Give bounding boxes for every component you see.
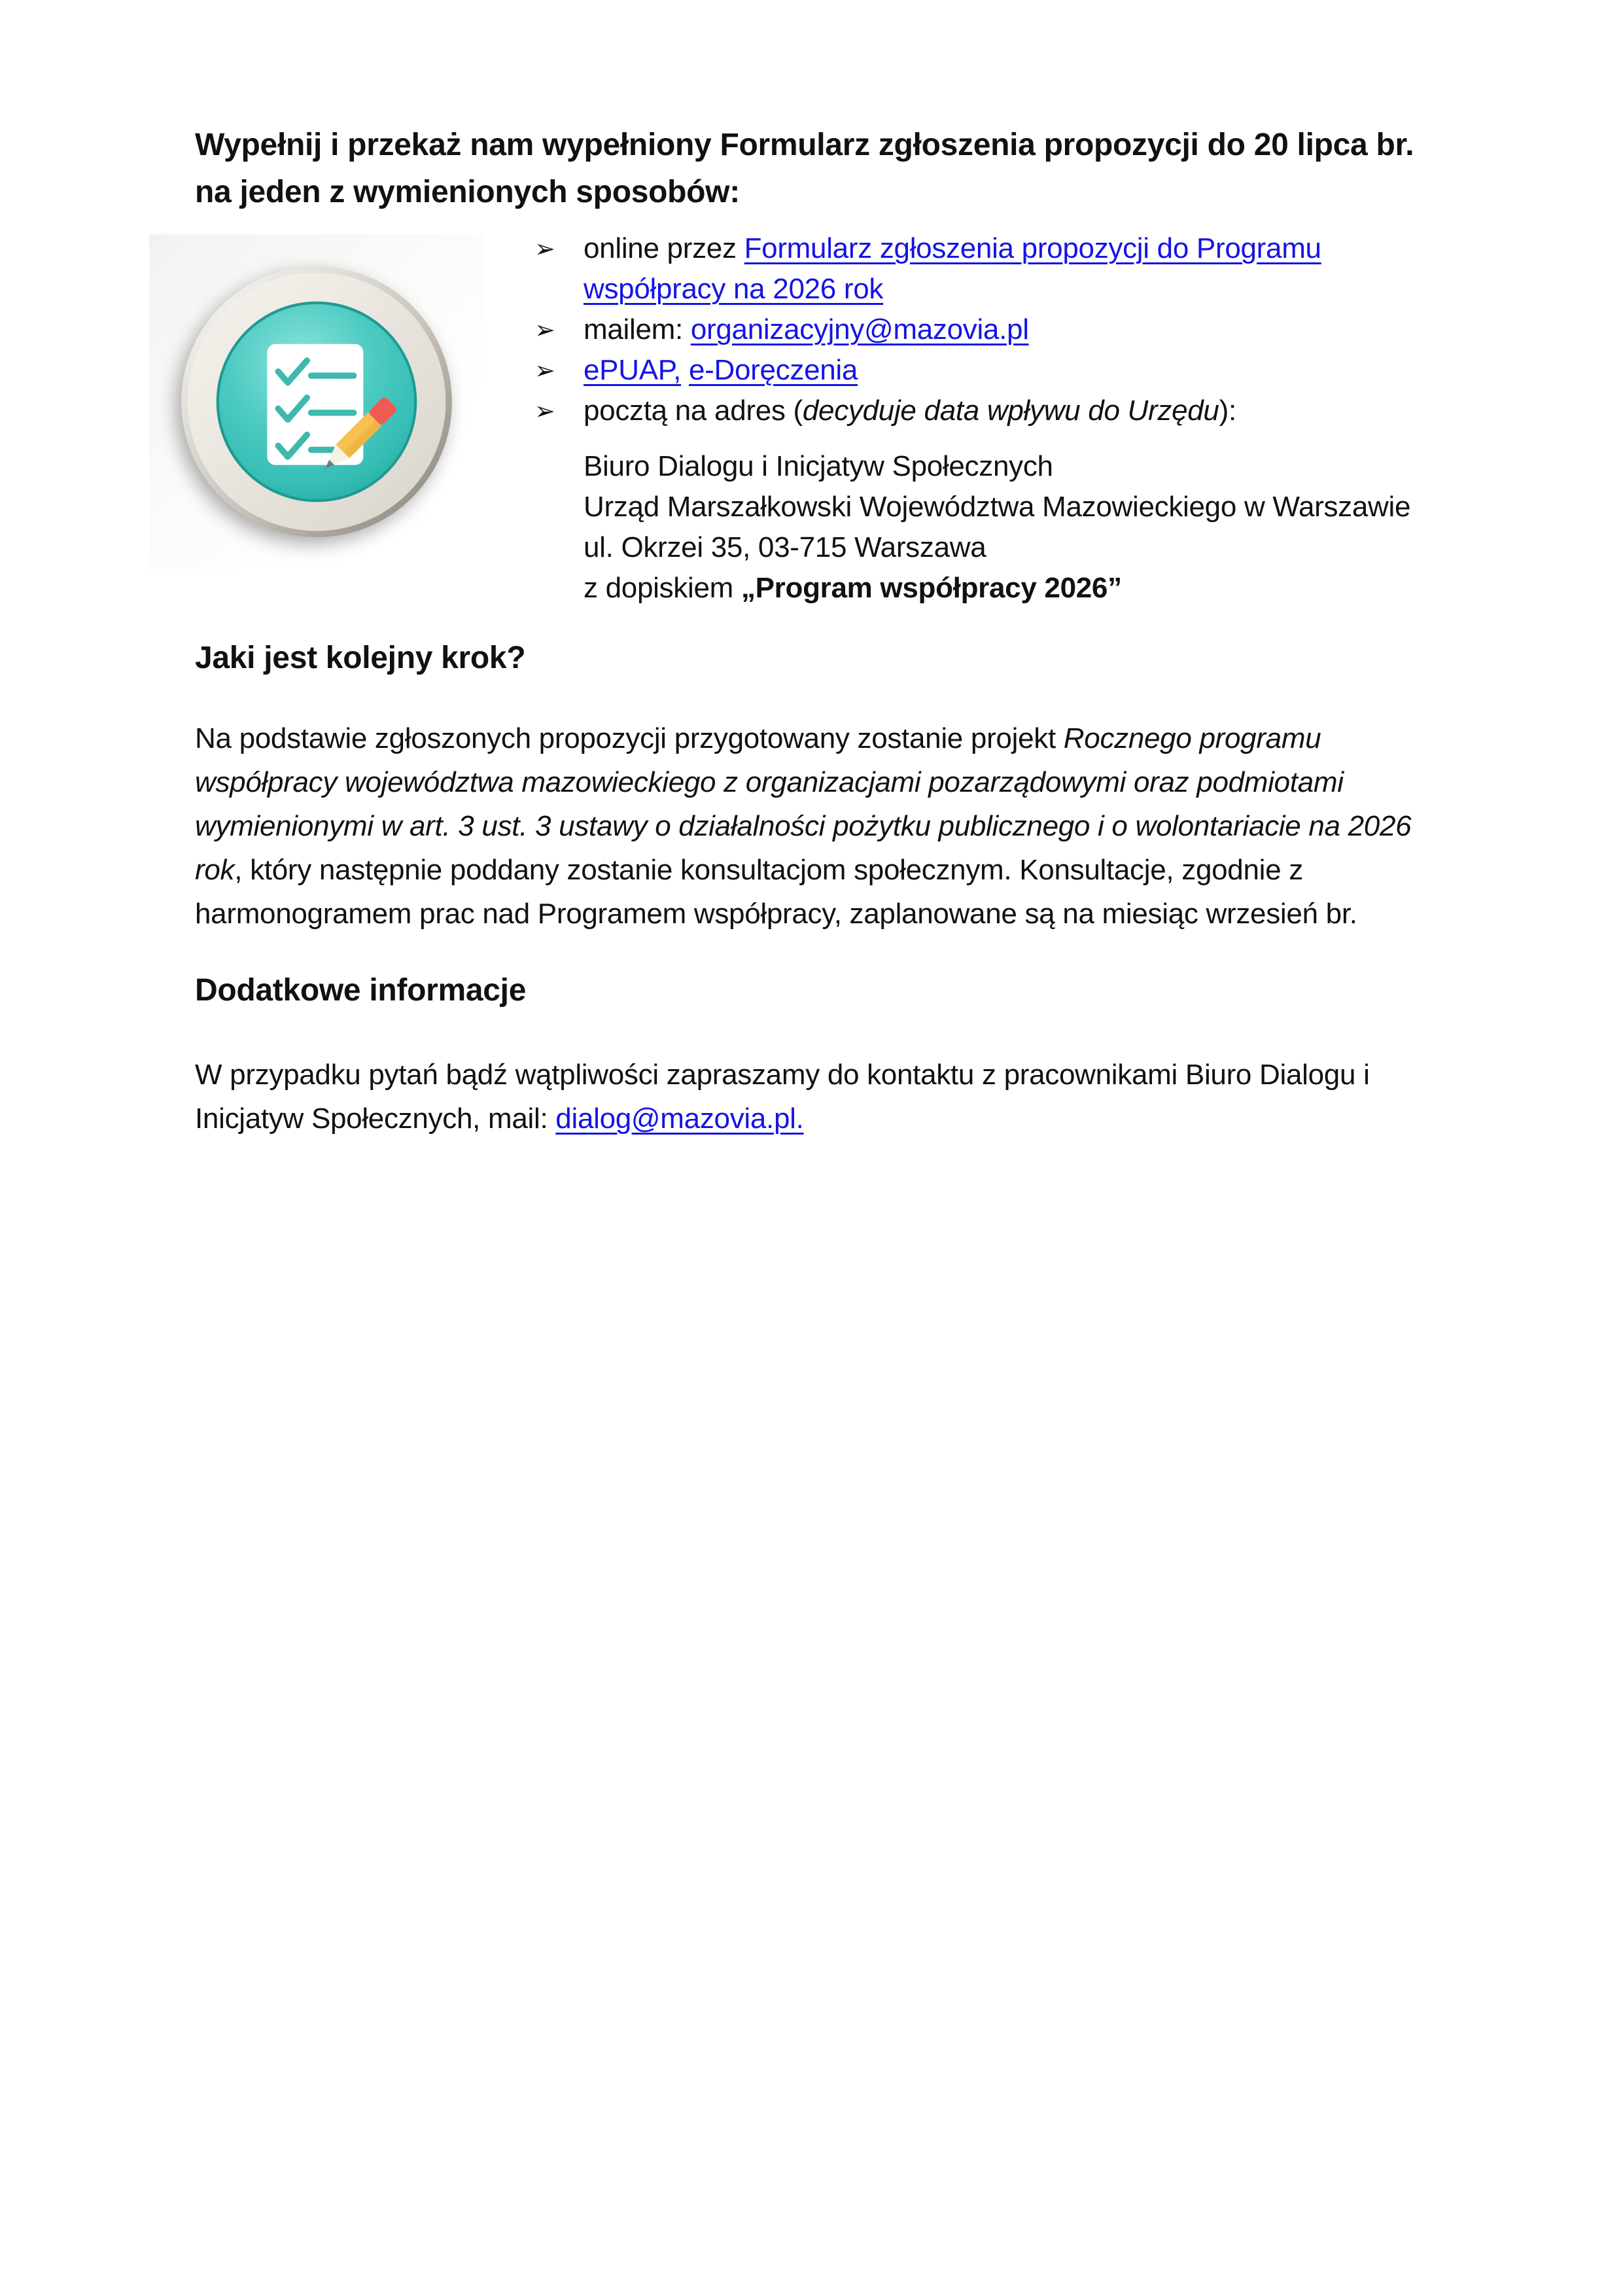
page-title-line2: na jeden z wymienionych sposobów:: [195, 175, 740, 209]
submission-methods-list: [534, 228, 1365, 431]
annotation-prefix: z dopiskiem: [584, 572, 741, 604]
arrow-bullet-icon: ➢: [534, 234, 555, 263]
post-suffix: ):: [1219, 395, 1236, 427]
list-item-mail: [534, 309, 1365, 350]
next-step-heading: Jaki jest kolejny krok?: [195, 641, 526, 675]
page-title: [195, 122, 1477, 216]
address-street: ul. Okrzei 35, 03-715 Warszawa: [584, 531, 986, 563]
form-online-link-line2: współpracy na 2026 rok: [584, 273, 884, 305]
postal-address: [584, 446, 1434, 609]
annotation-program-name: „Program współpracy 2026”: [741, 572, 1122, 604]
next-step-text-1: Na podstawie zgłoszonych propozycji przygotowany zostanie projekt: [195, 722, 1064, 754]
post-prefix: pocztą na adres (: [584, 395, 803, 427]
arrow-bullet-icon: ➢: [534, 397, 555, 425]
address-annotation: [584, 568, 1434, 609]
email-org-link[interactable]: organizacyjny@mazovia.pl: [690, 313, 1029, 345]
additional-info-text: W przypadku pytań bądź wątpliwości zapraszamy do kontaktu z pracownikami Biuro Dialogu i Inicjatyw Społecznych, mail:: [195, 1059, 1370, 1135]
address-institution: Urząd Marszałkowski Województwa Mazowieckiego w Warszawie: [584, 491, 1411, 523]
list-item-epuap: [534, 350, 1365, 391]
list-item-post: [534, 391, 1365, 431]
mail-prefix: mailem:: [584, 313, 691, 345]
edoreczenia-link[interactable]: e-Doręczenia: [688, 354, 858, 386]
arrow-bullet-icon: ➢: [534, 315, 555, 344]
list-item-online: [534, 228, 1365, 309]
epuap-link[interactable]: ePUAP,: [584, 354, 682, 386]
arrow-bullet-icon: ➢: [534, 356, 555, 385]
next-step-text-2: , który następnie poddany zostanie konsultacjom społecznym. Konsultacje, zgodnie z harmonogramem prac nad Programem współpracy, zaplanowane są na miesiąc wrzesień br.: [195, 854, 1357, 930]
form-online-link-line1: Formularz zgłoszenia propozycji do Programu: [744, 232, 1321, 264]
page-title-line1: Wypełnij i przekaż nam wypełniony Formularz zgłoszenia propozycji do 20 lipca br.: [195, 128, 1414, 162]
post-italic-note: decyduje data wpływu do Urzędu: [802, 395, 1219, 427]
epuap-separator: [681, 354, 689, 386]
dialog-email-link[interactable]: dialog@mazovia.pl.: [555, 1103, 804, 1135]
additional-info-heading: Dodatkowe informacje: [195, 973, 527, 1008]
checklist-button-image: [149, 234, 484, 569]
next-step-paragraph: [195, 716, 1441, 936]
online-prefix: online przez: [584, 232, 744, 264]
additional-info-paragraph: [195, 1053, 1441, 1140]
checklist-icon: [179, 264, 454, 539]
program-title-italic: Rocznego programu współpracy województwa mazowieckiego z organizacjami pozarządowymi oraz podmiotami wymienionymi w art. 3 ust. 3 ustawy o działalności pożytku publicznego i o wolontariacie na 2026 rok: [195, 722, 1412, 886]
address-office: Biuro Dialogu i Inicjatyw Społecznych: [584, 450, 1053, 482]
